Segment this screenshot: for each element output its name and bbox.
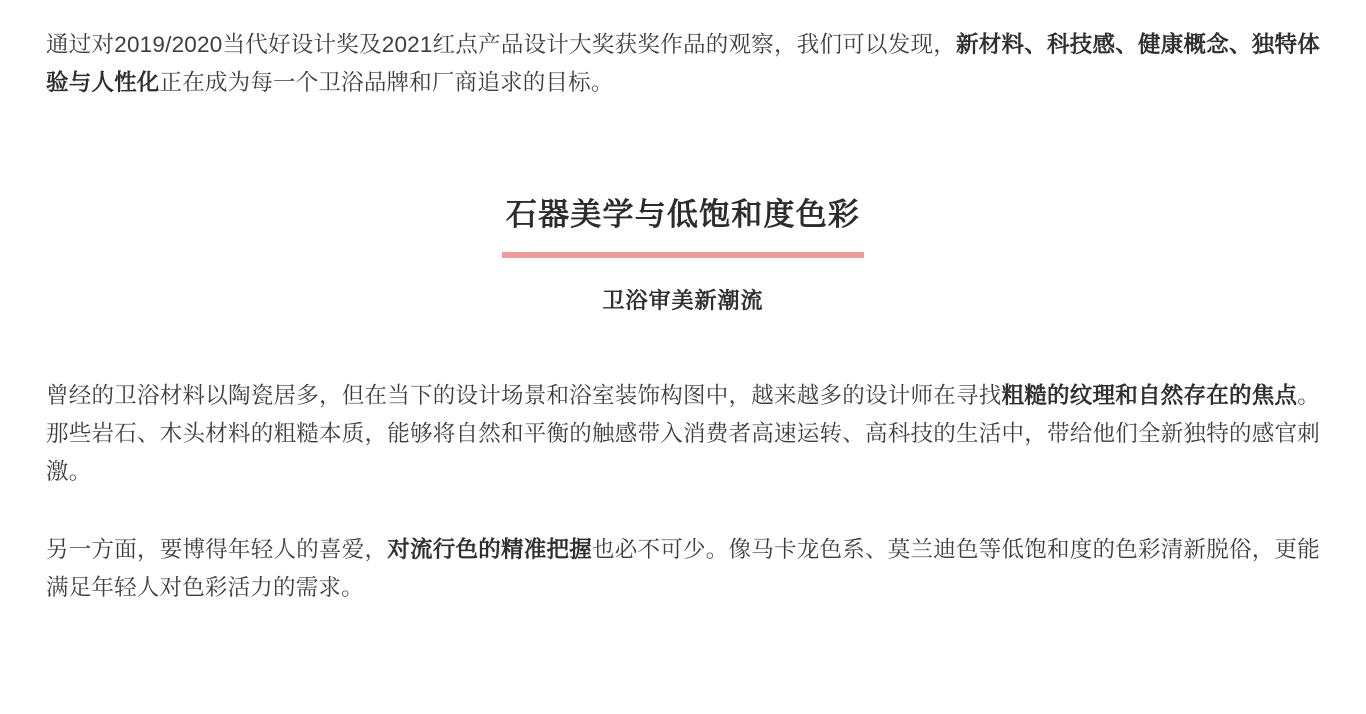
plain-text: 通过对2019/2020当代好设计奖及2021红点产品设计大奖获奖作品的观察，我们可以发现， [46,32,956,57]
plain-text: 。那些岩石、木头材料的粗糙本质，能够将自然和平衡的触感带入消费者高速运转、高科技的生活中，带给他们全新独特的感官刺激。 [46,383,1320,484]
emphasis-text: 粗糙的纹理和自然存在的焦点 [1001,383,1298,408]
body-paragraph-2 [46,531,1320,607]
section-title-underline [502,252,864,258]
body-paragraphs [46,377,1320,607]
section-subtitle: 卫浴审美新潮流 [602,288,764,313]
plain-text: 曾经的卫浴材料以陶瓷居多，但在当下的设计场景和浴室装饰构图中，越来越多的设计师在寻找 [46,383,1002,408]
plain-text: 正在成为每一个卫浴品牌和厂商追求的目标。 [159,70,614,95]
plain-text: 也必不可少。像马卡龙色系、莫兰迪色等低饱和度的色彩清新脱俗，更能满足年轻人对色彩活力的需求。 [46,537,1320,600]
section-title: 石器美学与低饱和度色彩 [505,197,861,232]
emphasis-text: 新材料、科技感、健康概念、独特体验与人性化 [46,32,1320,95]
plain-text: 另一方面，要博得年轻人的喜爱， [46,537,388,562]
emphasis-text: 对流行色的精准把握 [387,537,593,562]
body-paragraph-1 [46,377,1320,491]
section-heading-block [46,194,1320,315]
intro-paragraph [46,0,1320,102]
